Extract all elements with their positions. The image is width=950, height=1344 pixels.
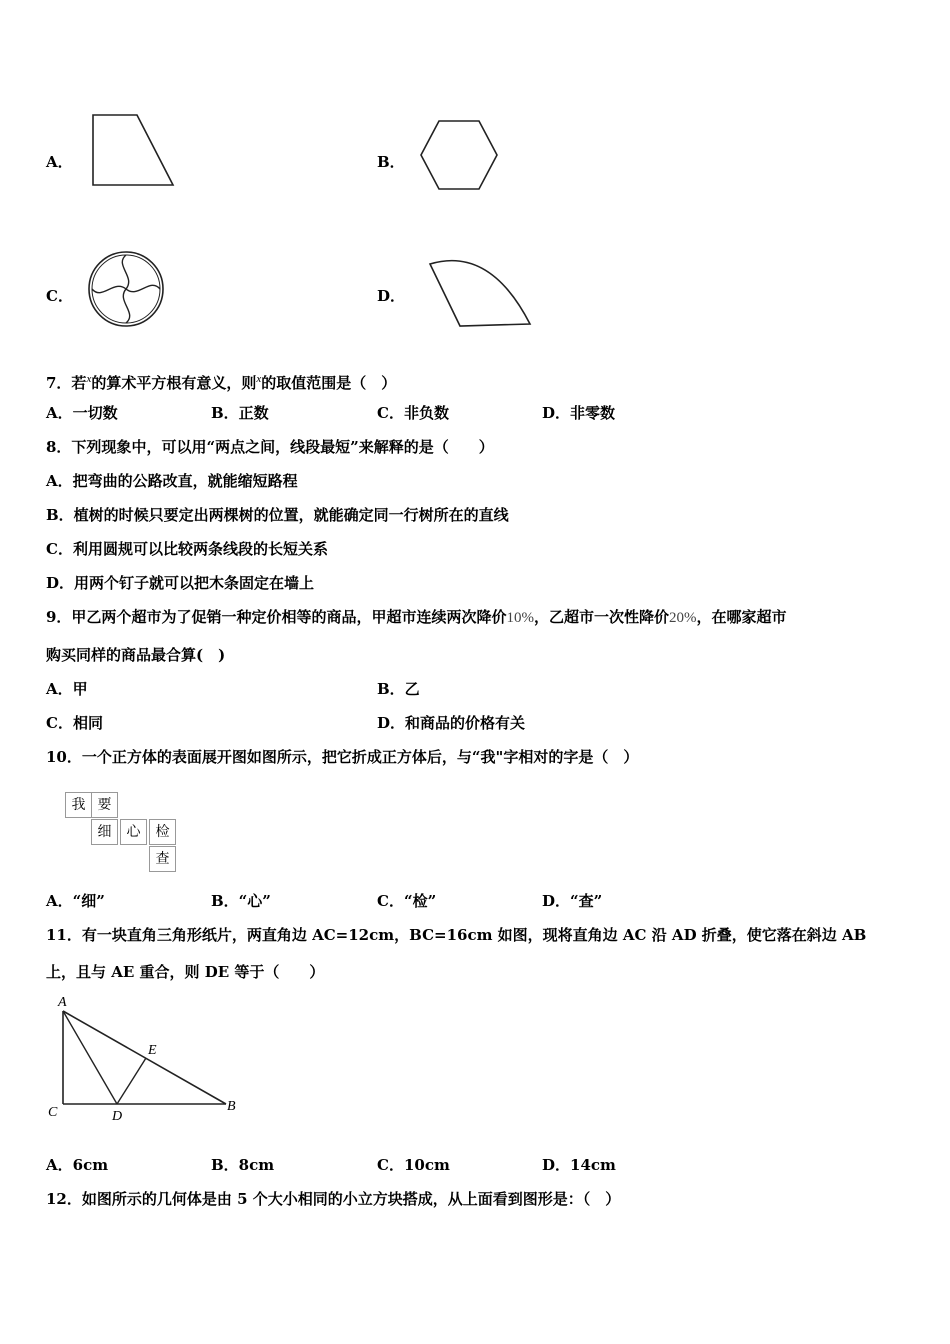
q10-net-cell: 心 <box>120 819 147 845</box>
q9-stem-line1 <box>46 607 786 628</box>
q8-option-b: B．植树的时候只要定出两棵树的位置，就能确定同一行树所在的直线 <box>46 506 509 524</box>
q11-option-a: A．6cm <box>46 1156 109 1174</box>
q10-net-cell: 我 <box>65 792 92 818</box>
q6-sector-figure <box>420 252 540 334</box>
q6-pinwheel-circle-figure <box>84 247 168 331</box>
q7-option-d: D．非零数 <box>542 404 616 422</box>
q6-option-b-label: B． <box>377 153 405 171</box>
q7-var-x: x <box>256 373 262 385</box>
q10-net-cell: 查 <box>149 846 176 872</box>
q8-option-d: D．用两个钉子就可以把木条固定在墙上 <box>46 574 315 592</box>
q7-option-a: A．一切数 <box>46 404 118 422</box>
q9-option-b: B．乙 <box>377 680 420 698</box>
q10-net-cell: 细 <box>91 819 118 845</box>
q10-net-cell: 要 <box>91 792 118 818</box>
q12-stem: 12．如图所示的几何体是由 5 个大小相同的小立方块搭成，从上面看到图形是：（ ） <box>46 1190 621 1208</box>
q11-stem-line1: 11．有一块直角三角形纸片，两直角边 AC=12cm，BC=16cm 如图，现将直角边 AC 沿 AD 折叠，使它落在斜边 AB <box>46 926 867 944</box>
q7-stem-mid: 的算术平方根有意义，则 <box>91 374 257 392</box>
q6-trapezoid-figure <box>85 110 180 192</box>
q9-stem-part2: ，乙超市一次性降价 <box>533 608 669 626</box>
q11-stem-line2: 上，且与 AE 重合，则 DE 等于（ ） <box>46 963 325 981</box>
q11-option-b: B．8cm <box>211 1156 275 1174</box>
q8-stem: 8．下列现象中，可以用“两点之间，线段最短”来解释的是（ ） <box>46 438 494 456</box>
q6-option-d-label: D． <box>377 287 406 305</box>
q9-option-d: D．和商品的价格有关 <box>377 714 526 732</box>
q10-cube-net-figure <box>60 787 190 877</box>
q6-hexagon-figure <box>416 116 502 194</box>
q11-point-c-label: C <box>48 1105 58 1120</box>
q10-option-b: B．“心” <box>211 892 271 910</box>
q7-stem <box>46 369 396 393</box>
q11-point-d-label: D <box>112 1109 123 1124</box>
q10-stem: 10．一个正方体的表面展开图如图所示，把它折成正方体后，与“我"字相对的字是（ ） <box>46 748 639 766</box>
q9-option-a: A．甲 <box>46 680 88 698</box>
q11-point-b-label: B <box>227 1099 236 1114</box>
q8-option-a: A．把弯曲的公路改直，就能缩短路程 <box>46 472 298 490</box>
q9-stem-part3: ，在哪家超市 <box>696 608 787 626</box>
q10-option-d: D．“查” <box>542 892 603 910</box>
q9-percent-1: 10% <box>506 610 534 626</box>
q9-percent-2: 20% <box>668 610 697 626</box>
q9-stem-part1: 9．甲乙两个超市为了促销一种定价相等的商品，甲超市连续两次降价 <box>46 608 507 626</box>
q6-option-c-label: C． <box>46 287 73 305</box>
q10-net-cell: 检 <box>149 819 176 845</box>
q11-point-e-label: E <box>148 1043 157 1058</box>
q10-option-c: C．“检” <box>377 892 437 910</box>
q11-triangle-figure <box>46 994 246 1126</box>
q9-stem-line2: 购买同样的商品最合算( ) <box>46 646 226 664</box>
q8-option-c: C．利用圆规可以比较两条线段的长短关系 <box>46 540 328 558</box>
q7-option-c: C．非负数 <box>377 404 449 422</box>
q10-option-a: A．“细” <box>46 892 105 910</box>
q9-option-c: C．相同 <box>46 714 103 732</box>
q11-option-d: D．14cm <box>542 1156 616 1174</box>
q7-stem-prefix: 7．若 <box>46 374 87 392</box>
q6-option-a-label: A． <box>46 153 73 171</box>
q7-var-x: x <box>86 373 92 385</box>
q11-point-a-label: A <box>58 995 67 1010</box>
q11-option-c: C．10cm <box>377 1156 450 1174</box>
q7-stem-tail: 的取值范围是（ ） <box>261 374 397 392</box>
q7-option-b: B．正数 <box>211 404 269 422</box>
